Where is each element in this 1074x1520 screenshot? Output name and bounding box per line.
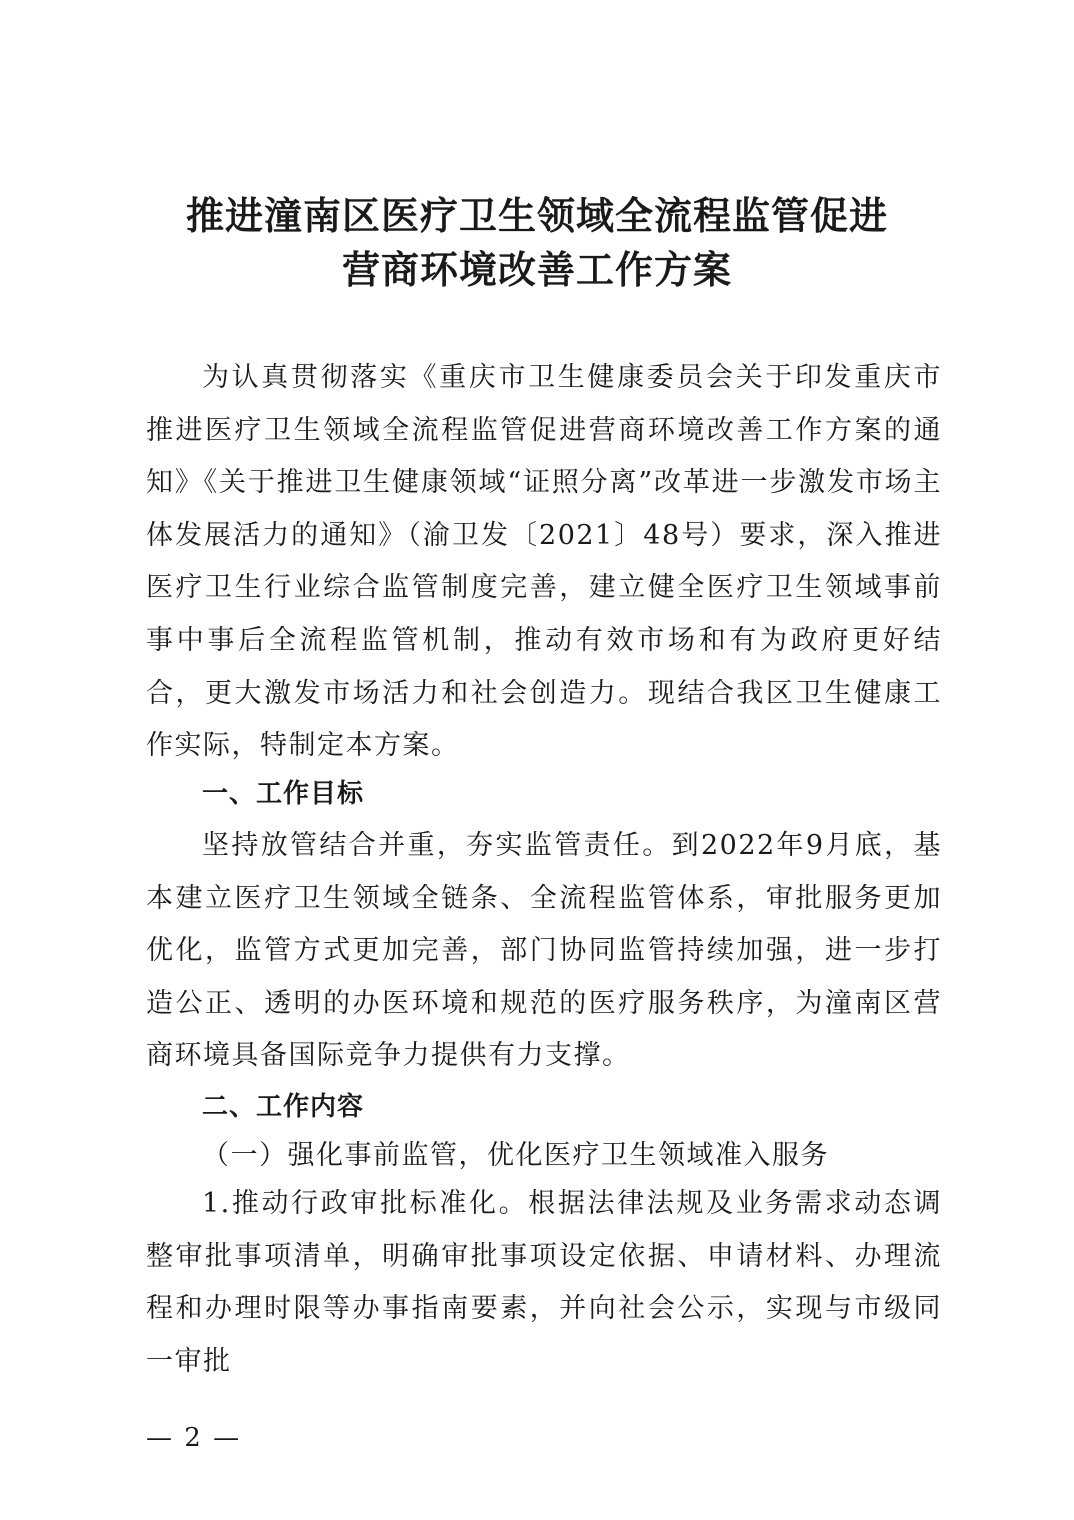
goals-paragraph: 坚持放管结合并重，夯实监管责任。到2022年9月底，基本建立医疗卫生领域全链条、全流程监管体系，审批服务更加优化，监管方式更加完善，部门协同监管持续加强，进一步打造公正、透明的办医环境和规范的医疗服务秩序，为潼南区营商环境具备国际竞争力提供有力支撑。 bbox=[146, 830, 942, 1072]
section-heading-goals: 一、工作目标 bbox=[202, 779, 365, 809]
item-1-paragraph: 1.推动行政审批标准化。根据法律法规及业务需求动态调整审批事项清单，明确审批事项设定依据、申请材料、办理流程和办理时限等办事指南要素，并向社会公示，实现与市级同一审批 bbox=[146, 1188, 942, 1377]
subsection-heading-pre-supervision: （一）强化事前监管，优化医疗卫生领域准入服务 bbox=[202, 1140, 829, 1171]
section-heading-content: 二、工作内容 bbox=[202, 1092, 365, 1122]
document-title-line-1: 推进潼南区医疗卫生领域全流程监管促进 bbox=[185, 194, 888, 238]
page-number: — 2 — bbox=[146, 1423, 242, 1453]
intro-paragraph: 为认真贯彻落实《重庆市卫生健康委员会关于印发重庆市推进医疗卫生领域全流程监管促进营商环境改善工作方案的通知》《关于推进卫生健康领域“证照分离”改革进一步激发市场主体发展活力的通知》（渝卫发〔2021〕48号）要求，深入推进医疗卫生行业综合监管制度完善，建立健全医疗卫生领域事前事中事后全流程监管机制，推动有效市场和有为政府更好结合，更大激发市场活力和社会创造力。现结合我区卫生健康工作实际，特制定本方案。 bbox=[146, 362, 942, 762]
document-title-line-2: 营商环境改善工作方案 bbox=[341, 248, 732, 292]
